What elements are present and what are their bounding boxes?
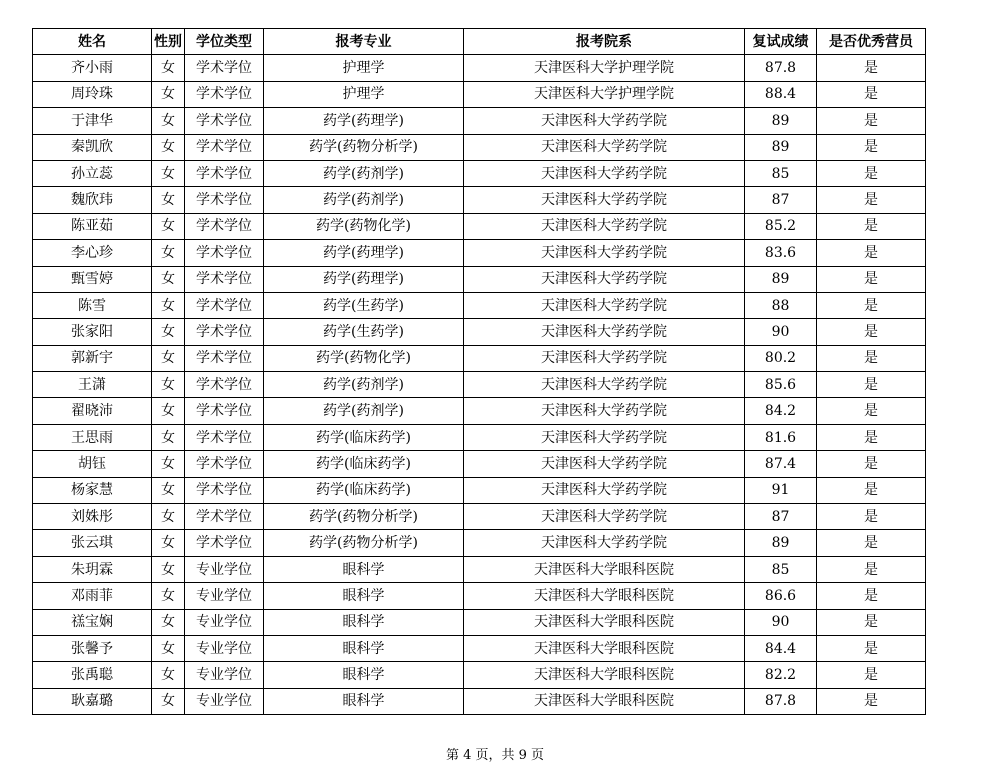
cell-excellent-camper: 是 [817,635,926,661]
header-major: 报考专业 [264,29,464,55]
cell-gender: 女 [152,319,185,345]
cell-name: 秦凯欣 [33,134,152,160]
cell-gender: 女 [152,187,185,213]
header-name: 姓名 [33,29,152,55]
cell-name: 周玲珠 [33,81,152,107]
table-row [33,266,926,292]
cell-excellent-camper: 是 [817,504,926,530]
cell-retest-score: 85 [745,160,817,186]
cell-retest-score: 89 [745,530,817,556]
cell-gender: 女 [152,635,185,661]
cell-department: 天津医科大学眼科医院 [464,556,745,582]
cell-retest-score: 83.6 [745,240,817,266]
cell-degree-type: 专业学位 [185,635,264,661]
cell-excellent-camper: 是 [817,266,926,292]
cell-retest-score: 90 [745,319,817,345]
cell-degree-type: 学术学位 [185,477,264,503]
cell-gender: 女 [152,530,185,556]
cell-major: 药学(药剂学) [264,372,464,398]
cell-degree-type: 学术学位 [185,266,264,292]
cell-excellent-camper: 是 [817,187,926,213]
cell-major: 药学(药物分析学) [264,530,464,556]
table-row [33,424,926,450]
table-row [33,108,926,134]
cell-retest-score: 82.2 [745,662,817,688]
cell-name: 杨家慧 [33,477,152,503]
cell-excellent-camper: 是 [817,609,926,635]
cell-department: 天津医科大学药学院 [464,160,745,186]
table-row [33,609,926,635]
cell-retest-score: 87.8 [745,688,817,714]
cell-degree-type: 学术学位 [185,160,264,186]
cell-retest-score: 88 [745,292,817,318]
cell-excellent-camper: 是 [817,292,926,318]
cell-retest-score: 80.2 [745,345,817,371]
cell-degree-type: 学术学位 [185,319,264,345]
cell-gender: 女 [152,160,185,186]
cell-retest-score: 87 [745,504,817,530]
table-row [33,240,926,266]
cell-degree-type: 学术学位 [185,345,264,371]
cell-department: 天津医科大学药学院 [464,134,745,160]
cell-gender: 女 [152,372,185,398]
table-row [33,187,926,213]
cell-name: 魏欣玮 [33,187,152,213]
page-footer: 第 4 页，共 9 页 [445,748,545,763]
cell-degree-type: 学术学位 [185,530,264,556]
table-row [33,213,926,239]
table-row [33,662,926,688]
cell-retest-score: 87.4 [745,451,817,477]
cell-department: 天津医科大学药学院 [464,451,745,477]
cell-major: 护理学 [264,81,464,107]
cell-degree-type: 学术学位 [185,81,264,107]
cell-gender: 女 [152,477,185,503]
cell-gender: 女 [152,424,185,450]
table-row [33,530,926,556]
table-row [33,688,926,714]
cell-excellent-camper: 是 [817,398,926,424]
table-body [33,55,926,715]
cell-department: 天津医科大学眼科医院 [464,635,745,661]
cell-name: 陈雪 [33,292,152,318]
cell-name: 张家阳 [33,319,152,345]
cell-excellent-camper: 是 [817,55,926,81]
cell-excellent-camper: 是 [817,662,926,688]
cell-gender: 女 [152,688,185,714]
cell-major: 药学(临床药学) [264,451,464,477]
cell-name: 张云琪 [33,530,152,556]
cell-degree-type: 学术学位 [185,240,264,266]
cell-retest-score: 87 [745,187,817,213]
cell-gender: 女 [152,213,185,239]
cell-degree-type: 学术学位 [185,55,264,81]
cell-department: 天津医科大学药学院 [464,504,745,530]
cell-name: 朱玥霖 [33,556,152,582]
cell-department: 天津医科大学药学院 [464,108,745,134]
table-row [33,556,926,582]
cell-excellent-camper: 是 [817,134,926,160]
header-gender: 性别 [152,29,185,55]
cell-degree-type: 专业学位 [185,688,264,714]
cell-major: 眼科学 [264,556,464,582]
cell-gender: 女 [152,266,185,292]
cell-retest-score: 85.2 [745,213,817,239]
cell-major: 药学(药剂学) [264,187,464,213]
cell-major: 药学(临床药学) [264,424,464,450]
cell-major: 药学(药理学) [264,266,464,292]
cell-major: 药学(药物分析学) [264,134,464,160]
cell-name: 王思雨 [33,424,152,450]
cell-excellent-camper: 是 [817,583,926,609]
cell-excellent-camper: 是 [817,688,926,714]
cell-excellent-camper: 是 [817,81,926,107]
table-row [33,504,926,530]
cell-excellent-camper: 是 [817,451,926,477]
table-header-row [33,29,926,55]
cell-degree-type: 专业学位 [185,609,264,635]
cell-department: 天津医科大学眼科医院 [464,609,745,635]
cell-gender: 女 [152,134,185,160]
cell-gender: 女 [152,609,185,635]
cell-name: 刘姝彤 [33,504,152,530]
cell-retest-score: 85.6 [745,372,817,398]
table-row [33,635,926,661]
cell-excellent-camper: 是 [817,556,926,582]
cell-major: 眼科学 [264,688,464,714]
cell-excellent-camper: 是 [817,477,926,503]
cell-gender: 女 [152,556,185,582]
cell-retest-score: 88.4 [745,81,817,107]
table-row [33,345,926,371]
cell-degree-type: 学术学位 [185,187,264,213]
cell-department: 天津医科大学眼科医院 [464,688,745,714]
header-degree-type: 学位类型 [185,29,264,55]
cell-degree-type: 学术学位 [185,292,264,318]
cell-retest-score: 89 [745,108,817,134]
cell-department: 天津医科大学护理学院 [464,55,745,81]
cell-major: 眼科学 [264,662,464,688]
cell-gender: 女 [152,398,185,424]
cell-major: 药学(药理学) [264,240,464,266]
cell-department: 天津医科大学药学院 [464,424,745,450]
table-row [33,477,926,503]
cell-retest-score: 85 [745,556,817,582]
cell-degree-type: 学术学位 [185,504,264,530]
cell-major: 药学(生药学) [264,292,464,318]
cell-department: 天津医科大学眼科医院 [464,583,745,609]
cell-major: 药学(药物化学) [264,213,464,239]
score-table [32,28,926,715]
cell-department: 天津医科大学药学院 [464,477,745,503]
cell-name: 齐小雨 [33,55,152,81]
cell-degree-type: 学术学位 [185,108,264,134]
table-row [33,319,926,345]
cell-degree-type: 学术学位 [185,424,264,450]
cell-excellent-camper: 是 [817,424,926,450]
cell-degree-type: 专业学位 [185,583,264,609]
cell-excellent-camper: 是 [817,530,926,556]
header-excellent-camper: 是否优秀营员 [817,29,926,55]
table-row [33,292,926,318]
cell-department: 天津医科大学药学院 [464,398,745,424]
cell-name: 张馨予 [33,635,152,661]
cell-gender: 女 [152,108,185,134]
header-retest-score: 复试成绩 [745,29,817,55]
cell-department: 天津医科大学眼科医院 [464,662,745,688]
cell-excellent-camper: 是 [817,240,926,266]
cell-retest-score: 89 [745,134,817,160]
cell-retest-score: 81.6 [745,424,817,450]
cell-excellent-camper: 是 [817,160,926,186]
cell-department: 天津医科大学药学院 [464,345,745,371]
cell-major: 护理学 [264,55,464,81]
cell-name: 陈亚茹 [33,213,152,239]
cell-gender: 女 [152,451,185,477]
cell-major: 药学(药理学) [264,108,464,134]
cell-excellent-camper: 是 [817,213,926,239]
cell-gender: 女 [152,55,185,81]
cell-name: 邓雨菲 [33,583,152,609]
cell-major: 药学(生药学) [264,319,464,345]
cell-name: 郭新宇 [33,345,152,371]
cell-major: 药学(药剂学) [264,398,464,424]
cell-gender: 女 [152,240,185,266]
header-department: 报考院系 [464,29,745,55]
cell-degree-type: 学术学位 [185,451,264,477]
cell-department: 天津医科大学药学院 [464,372,745,398]
cell-retest-score: 90 [745,609,817,635]
cell-name: 翟晓沛 [33,398,152,424]
table-row [33,372,926,398]
cell-major: 眼科学 [264,609,464,635]
cell-retest-score: 86.6 [745,583,817,609]
cell-degree-type: 学术学位 [185,213,264,239]
cell-name: 甄雪婷 [33,266,152,292]
cell-gender: 女 [152,583,185,609]
cell-excellent-camper: 是 [817,319,926,345]
cell-retest-score: 89 [745,266,817,292]
table-row [33,451,926,477]
cell-name: 禚宝娴 [33,609,152,635]
cell-name: 李心珍 [33,240,152,266]
cell-gender: 女 [152,292,185,318]
cell-major: 眼科学 [264,583,464,609]
cell-name: 张禹聪 [33,662,152,688]
table-row [33,55,926,81]
cell-excellent-camper: 是 [817,372,926,398]
cell-degree-type: 学术学位 [185,398,264,424]
cell-degree-type: 专业学位 [185,556,264,582]
cell-department: 天津医科大学药学院 [464,240,745,266]
cell-gender: 女 [152,81,185,107]
table-row [33,583,926,609]
cell-name: 王潇 [33,372,152,398]
cell-degree-type: 专业学位 [185,662,264,688]
cell-name: 于津华 [33,108,152,134]
cell-major: 药学(临床药学) [264,477,464,503]
cell-gender: 女 [152,504,185,530]
cell-retest-score: 91 [745,477,817,503]
cell-major: 药学(药物分析学) [264,504,464,530]
cell-retest-score: 84.2 [745,398,817,424]
cell-name: 孙立蕊 [33,160,152,186]
cell-department: 天津医科大学护理学院 [464,81,745,107]
cell-degree-type: 学术学位 [185,134,264,160]
cell-major: 药学(药剂学) [264,160,464,186]
table-row [33,160,926,186]
table-row [33,81,926,107]
cell-degree-type: 学术学位 [185,372,264,398]
table-row [33,134,926,160]
cell-department: 天津医科大学药学院 [464,292,745,318]
cell-major: 药学(药物化学) [264,345,464,371]
cell-gender: 女 [152,662,185,688]
cell-excellent-camper: 是 [817,108,926,134]
cell-department: 天津医科大学药学院 [464,213,745,239]
cell-name: 胡钰 [33,451,152,477]
cell-retest-score: 87.8 [745,55,817,81]
cell-department: 天津医科大学药学院 [464,319,745,345]
table-row [33,398,926,424]
cell-name: 耿嘉璐 [33,688,152,714]
cell-department: 天津医科大学药学院 [464,187,745,213]
cell-major: 眼科学 [264,635,464,661]
cell-department: 天津医科大学药学院 [464,266,745,292]
cell-retest-score: 84.4 [745,635,817,661]
cell-excellent-camper: 是 [817,345,926,371]
cell-gender: 女 [152,345,185,371]
cell-department: 天津医科大学药学院 [464,530,745,556]
